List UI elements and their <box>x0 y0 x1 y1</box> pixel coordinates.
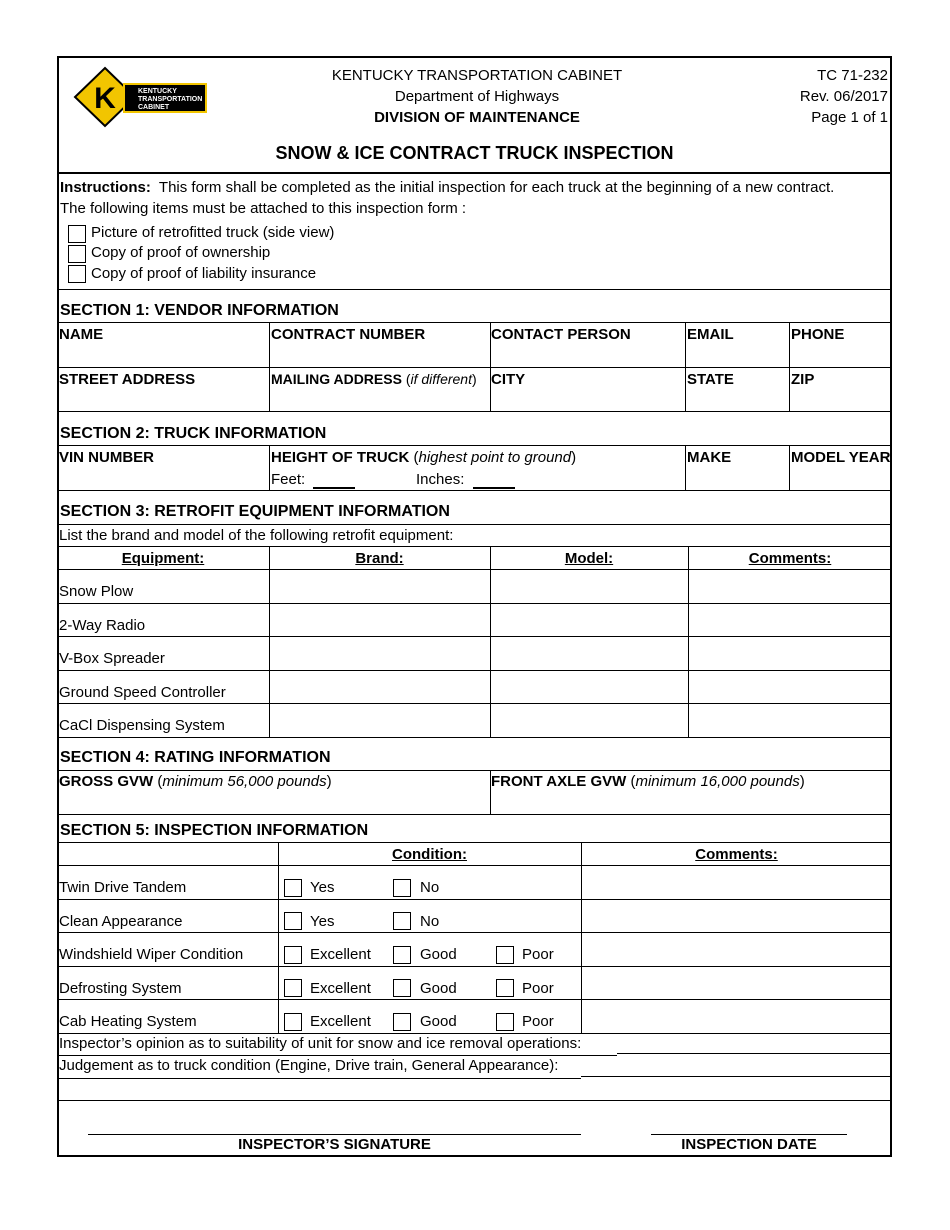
instructions-line-2: The following items must be attached to this inspection form : <box>60 200 467 217</box>
division: DIVISION OF MAINTENANCE <box>374 109 580 126</box>
email-field[interactable]: EMAIL <box>687 326 734 343</box>
inches-input[interactable] <box>473 487 515 489</box>
option-label: Good <box>420 980 457 997</box>
section2-title: SECTION 2: TRUCK INFORMATION <box>60 425 327 442</box>
divider <box>57 490 892 491</box>
height-label: HEIGHT OF TRUCK (highest point to ground) <box>271 449 577 466</box>
good-checkbox[interactable] <box>393 979 411 997</box>
condition-header: Condition: <box>392 846 467 863</box>
divider <box>269 445 270 491</box>
logo-text-1: KENTUCKY <box>138 88 177 95</box>
state-field[interactable]: STATE <box>687 371 734 388</box>
good-checkbox[interactable] <box>393 1013 411 1031</box>
inches-label: Inches: <box>416 471 465 488</box>
feet-label: Feet: <box>271 471 306 488</box>
divider <box>57 932 892 933</box>
divider <box>269 322 270 412</box>
comments-header-5: Comments: <box>695 846 778 863</box>
form-border <box>57 56 892 1157</box>
attachment-checkbox-2[interactable] <box>68 245 86 263</box>
divider <box>57 367 892 368</box>
date-line[interactable] <box>651 1134 847 1135</box>
divider <box>57 737 892 738</box>
poor-checkbox[interactable] <box>496 1013 514 1031</box>
option-label: Excellent <box>310 1013 371 1030</box>
divider <box>57 524 892 525</box>
name-field[interactable]: NAME <box>59 326 104 343</box>
divider <box>57 899 892 900</box>
gross-gvw-field[interactable]: GROSS GVW (minimum 56,000 pounds) <box>59 773 332 790</box>
poor-checkbox[interactable] <box>496 946 514 964</box>
contact-person-field[interactable]: CONTACT PERSON <box>491 326 631 343</box>
comments-header: Comments: <box>748 550 832 567</box>
inspection-row-label: Defrosting System <box>59 980 182 997</box>
option-label: Yes <box>310 913 335 930</box>
attachment-checkbox-1[interactable] <box>68 225 86 243</box>
section3-title: SECTION 3: RETROFIT EQUIPMENT INFORMATION <box>60 503 450 520</box>
divider <box>57 636 892 637</box>
divider <box>57 814 892 815</box>
signature-line[interactable] <box>88 1134 581 1135</box>
inspection-row-label: Windshield Wiper Condition <box>59 946 244 963</box>
svg-text:K: K <box>94 82 116 115</box>
divider <box>57 703 892 704</box>
divider <box>789 322 790 412</box>
no-checkbox[interactable] <box>393 879 411 897</box>
option-label: Yes <box>310 879 335 896</box>
feet-input[interactable] <box>313 487 355 489</box>
divider <box>57 966 892 967</box>
phone-field[interactable]: PHONE <box>791 326 845 343</box>
excellent-checkbox[interactable] <box>284 946 302 964</box>
equipment-row-label: V-Box Spreader <box>59 650 165 667</box>
brand-header: Brand: <box>355 550 404 567</box>
inspection-row-label: Cab Heating System <box>59 1013 197 1030</box>
divider <box>57 770 892 771</box>
contract-number-field[interactable]: CONTRACT NUMBER <box>271 326 426 343</box>
city-field[interactable]: CITY <box>491 371 526 388</box>
street-address-field[interactable]: STREET ADDRESS <box>59 371 196 388</box>
equipment-row-label: CaCl Dispensing System <box>59 717 225 734</box>
divider <box>685 322 686 412</box>
divider <box>57 1078 581 1079</box>
section4-title: SECTION 4: RATING INFORMATION <box>60 749 331 766</box>
opinion-input[interactable] <box>617 1053 892 1054</box>
model-header: Model: <box>564 550 614 567</box>
yes-checkbox[interactable] <box>284 912 302 930</box>
divider <box>57 603 892 604</box>
section1-title: SECTION 1: VENDOR INFORMATION <box>60 302 339 319</box>
divider <box>57 445 892 446</box>
logo-text-3: CABINET <box>138 104 170 111</box>
option-label: Poor <box>522 1013 554 1030</box>
attachment-label-3: Copy of proof of liability insurance <box>91 265 317 282</box>
inspection-date-label: INSPECTION DATE <box>681 1136 817 1153</box>
form-number: TC 71-232 <box>817 67 888 84</box>
divider <box>57 411 892 412</box>
mailing-address-field[interactable]: MAILING ADDRESS (if different) <box>271 371 477 387</box>
divider <box>581 842 582 1033</box>
model-year-field[interactable]: MODEL YEAR <box>791 449 891 466</box>
section3-instruction: List the brand and model of the following retrofit equipment: <box>59 527 454 544</box>
option-label: No <box>420 879 440 896</box>
divider <box>57 1033 892 1034</box>
poor-checkbox[interactable] <box>496 979 514 997</box>
kytc-logo <box>72 66 208 128</box>
good-checkbox[interactable] <box>393 946 411 964</box>
option-label: Poor <box>522 980 554 997</box>
attachment-label-2: Copy of proof of ownership <box>91 244 271 261</box>
option-label: Good <box>420 1013 457 1030</box>
equipment-row-label: Ground Speed Controller <box>59 684 226 701</box>
judgement-label: Judgement as to truck condition (Engine, Drive train, General Appearance): <box>59 1057 559 1074</box>
make-field[interactable]: MAKE <box>687 449 732 466</box>
inspector-signature-label: INSPECTOR’S SIGNATURE <box>238 1136 431 1153</box>
opinion-label: Inspector’s opinion as to suitability of unit for snow and ice removal operations: <box>59 1035 582 1052</box>
no-checkbox[interactable] <box>393 912 411 930</box>
judgement-input[interactable] <box>581 1076 892 1077</box>
org-name: KENTUCKY TRANSPORTATION CABINET <box>331 67 623 84</box>
divider <box>57 289 892 290</box>
front-axle-gvw-field[interactable]: FRONT AXLE GVW (minimum 16,000 pounds) <box>491 773 805 790</box>
option-label: Excellent <box>310 946 371 963</box>
title-divider <box>57 172 892 174</box>
inspection-row-label: Twin Drive Tandem <box>59 879 187 896</box>
divider <box>57 999 892 1000</box>
divider <box>57 1055 617 1056</box>
divider <box>278 842 279 1033</box>
divider <box>57 322 892 323</box>
section5-title: SECTION 5: INSPECTION INFORMATION <box>60 822 369 839</box>
divider <box>57 865 892 866</box>
divider <box>57 1100 892 1101</box>
divider <box>57 569 892 570</box>
divider <box>685 445 686 491</box>
form-title: SNOW & ICE CONTRACT TRUCK INSPECTION <box>275 143 674 163</box>
excellent-checkbox[interactable] <box>284 1013 302 1031</box>
yes-checkbox[interactable] <box>284 879 302 897</box>
zip-field[interactable]: ZIP <box>791 371 815 388</box>
divider <box>57 842 892 843</box>
divider <box>789 445 790 491</box>
option-label: Good <box>420 946 457 963</box>
divider <box>688 546 689 737</box>
equipment-header: Equipment: <box>121 550 205 567</box>
divider <box>57 670 892 671</box>
instructions-line-1: Instructions: This form shall be completed as the initial inspection for each truck at the beginning of a new contract. <box>60 179 835 196</box>
page-number: Page 1 of 1 <box>811 109 888 126</box>
divider <box>57 546 892 547</box>
divider <box>269 546 270 737</box>
divider <box>490 546 491 737</box>
attachment-label-1: Picture of retrofitted truck (side view) <box>91 224 335 241</box>
equipment-row-label: 2-Way Radio <box>59 617 146 634</box>
logo-text-2: TRANSPORTATION <box>138 96 203 103</box>
option-label: Excellent <box>310 980 371 997</box>
excellent-checkbox[interactable] <box>284 979 302 997</box>
equipment-row-label: Snow Plow <box>59 583 134 600</box>
vin-field[interactable]: VIN NUMBER <box>59 449 155 466</box>
revision: Rev. 06/2017 <box>799 88 888 105</box>
inspection-row-label: Clean Appearance <box>59 913 183 930</box>
department: Department of Highways <box>394 88 560 105</box>
option-label: No <box>420 913 440 930</box>
option-label: Poor <box>522 946 554 963</box>
attachment-checkbox-3[interactable] <box>68 265 86 283</box>
